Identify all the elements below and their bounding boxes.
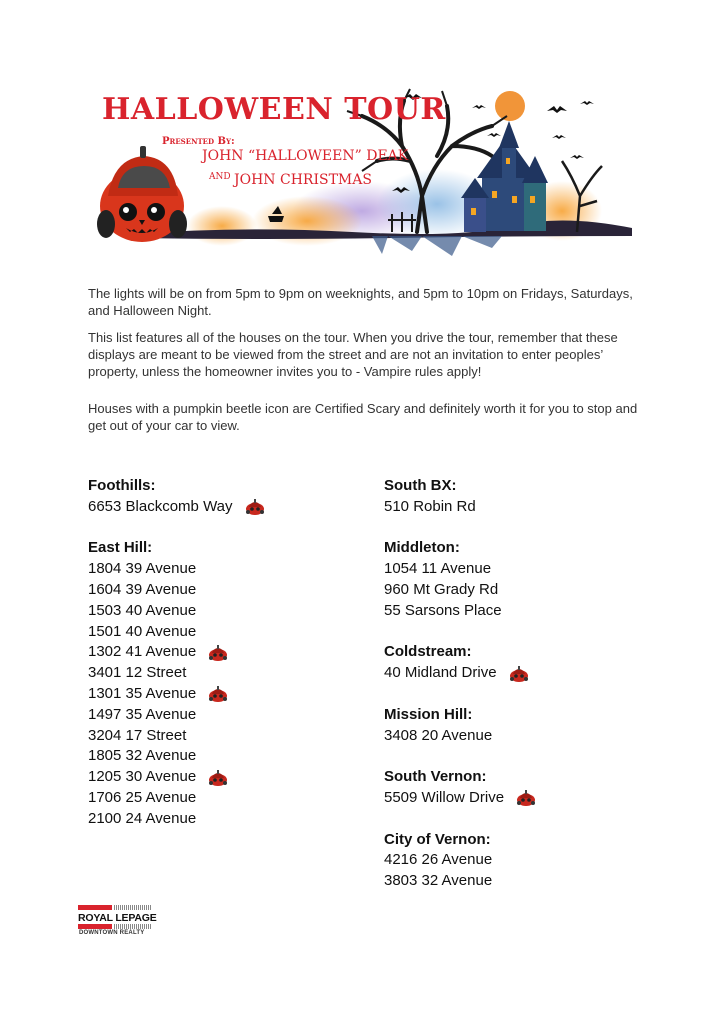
address-item [88,809,348,830]
address-item [88,601,348,622]
address-text: 4216 26 Avenue [384,851,493,869]
presented-by-label: Presented By: [162,136,235,147]
neighborhood-title: Foothills: [88,477,156,494]
neighborhood-title: Mission Hill: [384,705,473,723]
royal-lepage-logo [78,905,157,939]
address-item [88,684,348,705]
neighborhood-mission-hill [384,705,644,747]
left-address-column [88,476,348,850]
presenter-one: JOHN “HALLOWEEN” DEAK [202,148,409,164]
address-text: 1706 25 Avenue [88,788,197,806]
right-address-column [384,476,644,913]
address-text: 40 Midland Drive [384,664,497,682]
address-item [384,580,644,601]
address-text: 1805 32 Avenue [88,747,197,765]
address-item [384,726,644,747]
halloween-tour-banner [92,86,634,260]
address-item [384,663,644,684]
address-text: 1604 39 Avenue [88,580,197,598]
pumpkin-beetle-icon [208,686,228,702]
address-item [88,622,348,643]
address-text: 1804 39 Avenue [88,560,197,578]
logo-grey-bar [114,924,152,929]
presenter-two: JOHN CHRISTMAS [234,172,372,188]
address-item [384,559,644,580]
logo-red-bar [78,924,112,929]
address-item [384,497,644,518]
logo-grey-bar [114,905,152,910]
address-text: 1205 30 Avenue [88,768,197,786]
neighborhood-title: South Vernon: [384,768,487,786]
address-item [88,746,348,767]
address-item [384,850,644,871]
certified-scary-paragraph: Houses with a pumpkin beetle icon are Certified Scary and definitely worth it for you to stop and get out of your car to view. [88,401,638,433]
address-item [88,663,348,684]
address-item [88,559,348,580]
pumpkin-beetle-icon [245,499,265,515]
address-text: 1503 40 Avenue [88,601,197,619]
address-text: 3803 32 Avenue [384,872,493,890]
tour-rules-paragraph: This list features all of the houses on the tour. When you drive the tour, remember that these displays are meant to be viewed from the street and are not an invitation to enter peoples’ property, unless the homeowner invites you to - Vampire rules apply! [88,330,618,379]
neighborhood-south-vernon [384,767,644,809]
pumpkin-beetle-icon [516,790,536,806]
banner-title: HALLOWEEN TOUR [102,92,446,127]
logo-brand-text: ROYAL LEPAGE [78,912,157,924]
neighborhood-title: South BX: [384,477,457,494]
address-text: 6653 Blackcomb Way [88,497,233,515]
neighborhood-title: City of Vernon: [384,830,491,848]
address-text: 1054 11 Avenue [384,560,492,578]
pumpkin-beetle-icon [208,770,228,786]
address-item [88,497,348,518]
address-item [88,705,348,726]
neighborhood-coldstream [384,642,644,684]
neighborhood-city-of-vernon [384,830,644,892]
address-item [88,767,348,788]
address-text: 3204 17 Street [88,726,187,744]
neighborhood-title: East Hill: [88,539,153,557]
address-text: 2100 24 Avenue [88,809,197,827]
address-text: 3401 12 Street [88,664,187,682]
address-text: 5509 Willow Drive [384,788,505,806]
pumpkin-beetle-icon [509,666,529,682]
neighborhood-east-hill [88,538,348,829]
address-text: 1501 40 Avenue [88,622,197,640]
hours-paragraph: The lights will be on from 5pm to 9pm on weeknights, and 5pm to 10pm on Fridays, Saturdays, and Halloween Night. [88,286,633,318]
address-text: 3408 20 Avenue [384,726,493,744]
pumpkin-beetle-icon [208,645,228,661]
neighborhood-middleton [384,538,644,621]
neighborhood-title: Coldstream: [384,643,472,661]
address-item [384,788,644,809]
neighborhood-foothills [88,476,348,518]
logo-office-text: DOWNTOWN REALTY [79,930,145,936]
address-item [384,871,644,892]
neighborhood-south-bx [384,476,644,518]
neighborhood-title: Middleton: [384,539,460,557]
address-text: 55 Sarsons Place [384,601,502,619]
address-item [88,642,348,663]
pumpkin-beetle-car-illustration [97,146,187,242]
address-text: 510 Robin Rd [384,497,476,515]
address-item [88,788,348,809]
address-item [88,726,348,747]
address-text: 1497 35 Avenue [88,705,197,723]
address-text: 1302 41 Avenue [88,643,197,661]
address-text: 960 Mt Grady Rd [384,580,499,598]
logo-red-bar [78,905,112,910]
address-text: 1301 35 Avenue [88,684,197,702]
address-item [88,580,348,601]
address-item [384,601,644,622]
and-label: AND [209,172,231,182]
